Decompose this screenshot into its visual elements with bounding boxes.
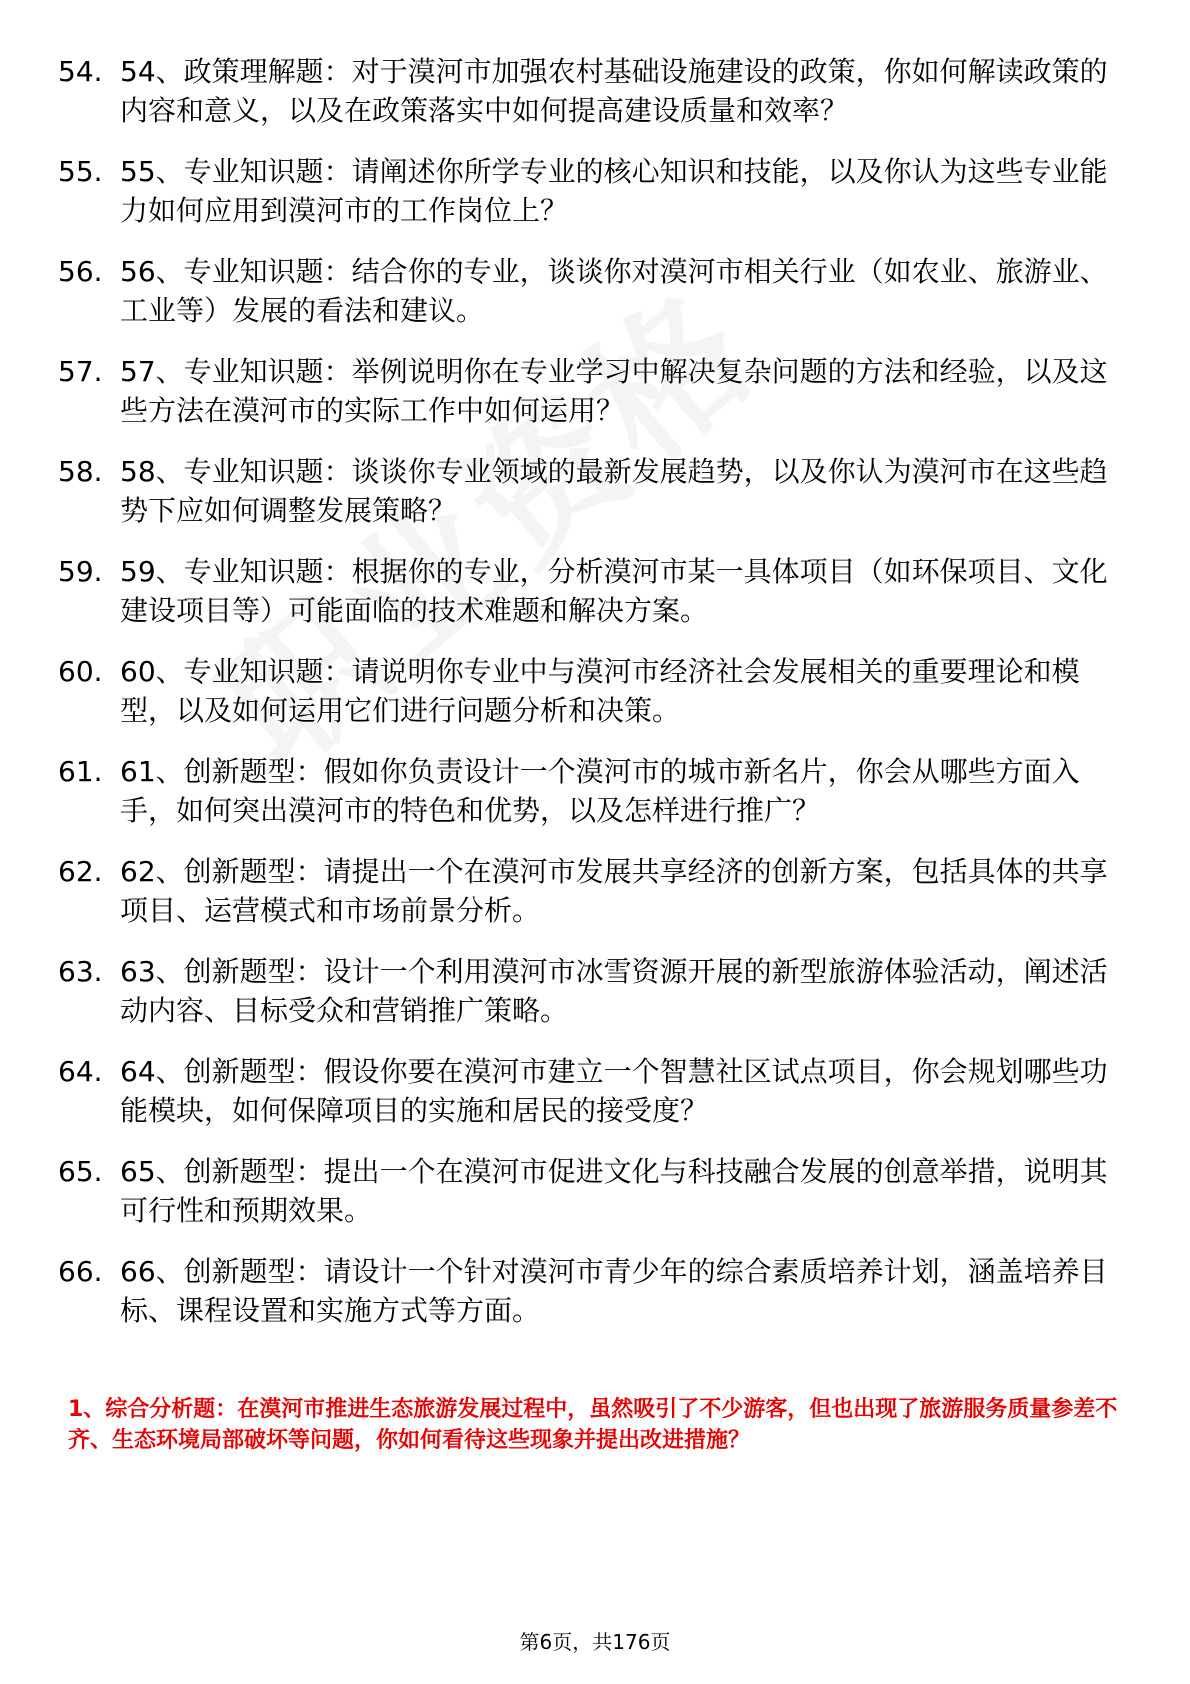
question-number: 64. <box>58 1055 103 1088</box>
question-text: 55、专业知识题：请阐述你所学专业的核心知识和技能，以及你认为这些专业能力如何应用到漠河市的工作岗位上？ <box>120 155 1108 227</box>
question-number: 65. <box>58 1155 103 1188</box>
question-text: 66、创新题型：请设计一个针对漠河市青少年的综合素质培养计划，涵盖培养目标、课程设置和实施方式等方面。 <box>120 1255 1108 1327</box>
list-item <box>58 152 1118 230</box>
question-text: 57、专业知识题：举例说明你在专业学习中解决复杂问题的方法和经验，以及这些方法在漠河市的实际工作中如何运用？ <box>120 355 1108 427</box>
question-number: 56. <box>58 255 103 288</box>
question-text: 58、专业知识题：谈谈你专业领域的最新发展趋势，以及你认为漠河市在这些趋势下应如何调整发展策略？ <box>120 455 1108 527</box>
question-number: 66. <box>58 1255 103 1288</box>
question-number: 54. <box>58 55 103 88</box>
list-item <box>58 1052 1118 1130</box>
question-text: 54、政策理解题：对于漠河市加强农村基础设施建设的政策，你如何解读政策的内容和意义，以及在政策落实中如何提高建设质量和效率？ <box>120 55 1108 127</box>
page-number-footer: 第6页，共176页 <box>519 1630 671 1654</box>
list-item <box>58 952 1118 1030</box>
question-number: 60. <box>58 655 103 688</box>
list-item <box>58 652 1118 730</box>
list-item <box>58 1252 1118 1330</box>
question-number: 55. <box>58 155 103 188</box>
question-list <box>58 52 1118 1352</box>
question-number: 59. <box>58 555 103 588</box>
list-item <box>58 452 1118 530</box>
list-item <box>58 752 1118 830</box>
question-text: 56、专业知识题：结合你的专业，谈谈你对漠河市相关行业（如农业、旅游业、工业等）发展的看法和建议。 <box>120 255 1108 327</box>
list-item <box>58 52 1118 130</box>
question-text: 65、创新题型：提出一个在漠河市促进文化与科技融合发展的创意举措，说明其可行性和预期效果。 <box>120 1155 1108 1227</box>
question-text: 60、专业知识题：请说明你专业中与漠河市经济社会发展相关的重要理论和模型，以及如何运用它们进行问题分析和决策。 <box>120 655 1080 727</box>
question-text: 61、创新题型：假如你负责设计一个漠河市的城市新名片，你会从哪些方面入手，如何突出漠河市的特色和优势，以及怎样进行推广？ <box>120 755 1080 827</box>
question-text: 64、创新题型：假设你要在漠河市建立一个智慧社区试点项目，你会规划哪些功能模块，如何保障项目的实施和居民的接受度？ <box>120 1055 1108 1127</box>
list-item <box>58 852 1118 930</box>
question-text: 59、专业知识题：根据你的专业，分析漠河市某一具体项目（如环保项目、文化建设项目等）可能面临的技术难题和解决方案。 <box>120 555 1108 627</box>
list-item <box>58 252 1118 330</box>
question-number: 62. <box>58 855 103 888</box>
list-item <box>58 1152 1118 1230</box>
question-number: 61. <box>58 755 103 788</box>
question-number: 57. <box>58 355 103 388</box>
question-number: 63. <box>58 955 103 988</box>
highlight-question: 1、综合分析题：在漠河市推进生态旅游发展过程中，虽然吸引了不少游客，但也出现了旅游服务质量参差不齐、生态环境局部破坏等问题，你如何看待这些现象并提出改进措施？ <box>68 1397 1118 1453</box>
question-number: 58. <box>58 455 103 488</box>
question-text: 63、创新题型：设计一个利用漠河市冰雪资源开展的新型旅游体验活动，阐述活动内容、目标受众和营销推广策略。 <box>120 955 1108 1027</box>
list-item <box>58 352 1118 430</box>
list-item <box>58 552 1118 630</box>
question-text: 62、创新题型：请提出一个在漠河市发展共享经济的创新方案，包括具体的共享项目、运营模式和市场前景分析。 <box>120 855 1108 927</box>
